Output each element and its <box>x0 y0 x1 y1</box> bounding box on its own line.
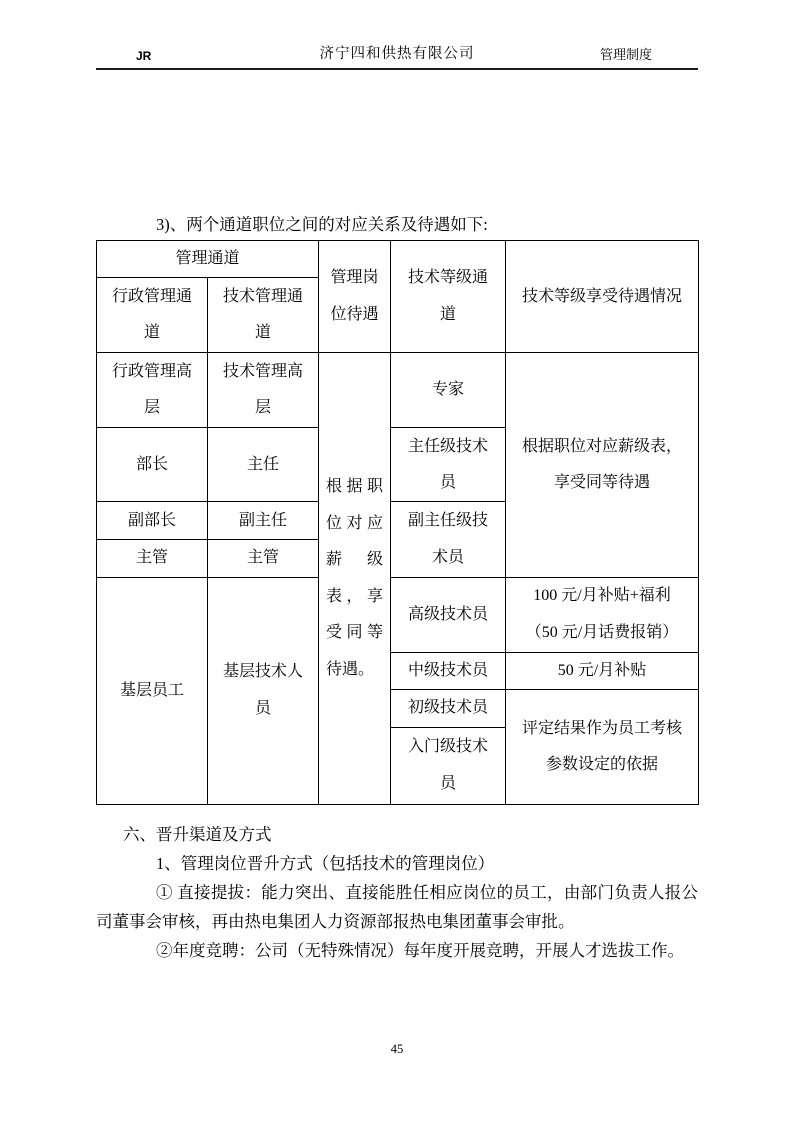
table-row <box>97 241 699 278</box>
benefit-senior-line2: （50 元/月话费报销） <box>525 623 679 641</box>
cell-hdr-benefit: 技术等级享受待遇情况 <box>506 241 699 353</box>
benefit-senior-line1: 100 元/月补贴+福利 <box>533 587 671 605</box>
cell-hdr-tech-channel: 技术等级通道 <box>391 241 506 353</box>
table-row <box>97 353 699 428</box>
cell-benefit-same-grade: 根据职位对应薪级表，享受同等待遇 <box>506 353 699 577</box>
cell-admin-base-staff: 基层员工 <box>97 577 208 804</box>
cell-techmgmt-vice-director: 副主任 <box>208 502 319 540</box>
cell-techmgmt-high: 技术管理高层 <box>208 353 319 428</box>
cell-level-vice-director: 副主任级技术员 <box>391 502 506 577</box>
cell-level-mid: 中级技术员 <box>391 652 506 689</box>
cell-benefit-senior <box>506 577 699 652</box>
page-header <box>96 42 698 70</box>
cell-level-entry: 入门级技术员 <box>391 727 506 804</box>
cell-admin-vice-minister: 副部长 <box>97 502 208 540</box>
heading-promotion-channels: 六、晋升渠道及方式 <box>123 824 272 844</box>
page-content <box>96 211 698 965</box>
section-intro-line: 3)、两个通道职位之间的对应关系及待遇如下: <box>156 215 488 234</box>
cell-level-expert: 专家 <box>391 353 506 428</box>
table-row <box>97 577 699 652</box>
cell-hdr-mgmt-pay: 管理岗位待遇 <box>319 241 391 353</box>
header-doc-type: 管理制度 <box>599 47 652 62</box>
cell-hdr-mgmt-channel: 管理通道 <box>97 241 319 278</box>
cell-techmgmt-base-staff: 基层技术人员 <box>208 577 319 804</box>
cell-pay-note: 根据职位对应薪级表，享受同等待遇。 <box>319 353 391 804</box>
cell-techmgmt-supervisor: 主管 <box>208 540 319 577</box>
cell-benefit-entry: 评定结果作为员工考核参数设定的依据 <box>506 690 699 804</box>
para-annual-competition: ②年度竞聘：公司（无特殊情况）每年度开展竞聘，开展人才选拔工作。 <box>156 941 684 960</box>
cell-level-director: 主任级技术员 <box>391 428 506 502</box>
cell-hdr-tech-sub: 技术管理通道 <box>208 278 319 353</box>
cell-admin-minister: 部长 <box>97 428 208 502</box>
header-logo-text: JR <box>136 49 152 63</box>
cell-benefit-mid: 50 元/月补贴 <box>506 652 699 689</box>
cell-level-senior: 高级技术员 <box>391 577 506 652</box>
item-mgmt-promotion: 1、管理岗位晋升方式（包括技术的管理岗位） <box>156 853 495 873</box>
cell-techmgmt-director: 主任 <box>208 428 319 502</box>
page-number: 45 <box>390 1042 404 1056</box>
cell-level-junior: 初级技术员 <box>391 690 506 727</box>
cell-hdr-admin-sub: 行政管理通道 <box>97 278 208 353</box>
cell-admin-supervisor: 主管 <box>97 540 208 577</box>
page-footer <box>0 1042 794 1057</box>
para-direct-promotion: ① 直接提拔：能力突出、直接能胜任相应岗位的员工，由部门负责人报公司董事会审核，再由热电集团人力资源部报热电集团董事会审批。 <box>96 882 698 931</box>
header-company-name: 济宁四和供热有限公司 <box>319 46 475 62</box>
channel-mapping-table <box>96 240 699 805</box>
cell-admin-high: 行政管理高层 <box>97 353 208 428</box>
